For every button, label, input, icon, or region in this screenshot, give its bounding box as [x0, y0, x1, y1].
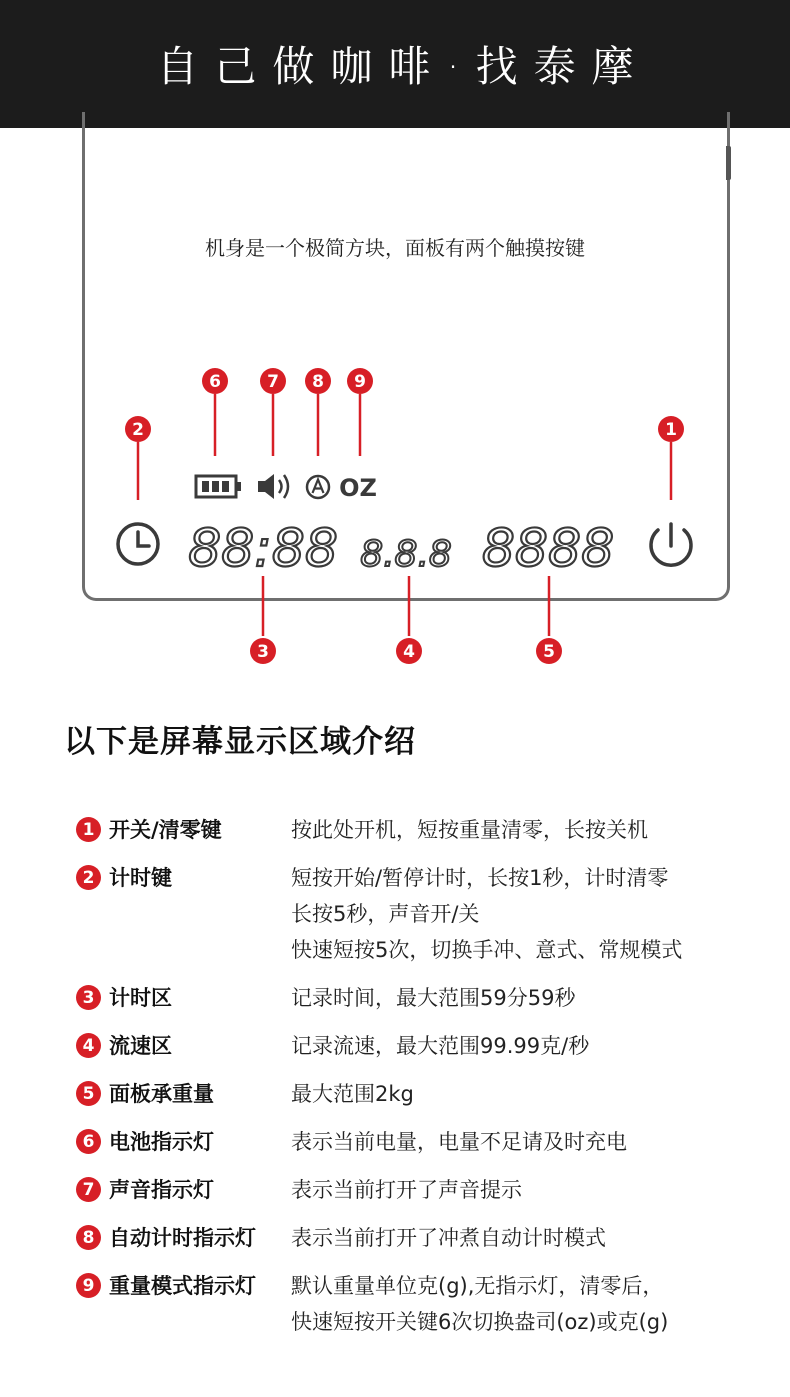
- legend-row: [76, 812, 776, 848]
- legend-row: [76, 1268, 776, 1340]
- legend-number: 7: [76, 1177, 101, 1202]
- legend-description-line: 按此处开机，短按重量清零，长按关机: [291, 818, 648, 842]
- legend-number: 4: [76, 1033, 101, 1058]
- callout-badge-4: [396, 638, 422, 664]
- lcd-display-diagram: [0, 360, 790, 670]
- callout-lines: [138, 394, 671, 636]
- callout-badge-6-label: 6: [209, 372, 221, 392]
- legend-description-line: 记录流速，最大范围99.99克/秒: [291, 1034, 590, 1058]
- power-button-icon[interactable]: [651, 524, 691, 565]
- legend-description-line: 最大范围2kg: [291, 1082, 414, 1106]
- banner-title: 自己做咖啡·找泰摩: [156, 42, 650, 91]
- legend-row: [76, 1172, 776, 1208]
- legend-description-line: 记录时间，最大范围59分59秒: [291, 986, 576, 1010]
- legend-label: 自动计时指示灯: [109, 1226, 256, 1250]
- callout-badge-2-label: 2: [132, 420, 144, 440]
- legend-description-line: 快速短按开关键6次切换盎司(oz)或克(g): [291, 1310, 669, 1334]
- legend-number: 9: [76, 1273, 101, 1298]
- legend-label: 电池指示灯: [109, 1130, 214, 1154]
- legend-description: [291, 1028, 776, 1064]
- legend-description-line: 默认重量单位克(g),无指示灯，清零后，: [291, 1274, 664, 1298]
- legend-label: 计时区: [109, 986, 172, 1010]
- legend-description: [291, 812, 776, 848]
- legend-number: 3: [76, 985, 101, 1010]
- legend-label: 重量模式指示灯: [109, 1274, 256, 1298]
- callout-badge-7: [260, 368, 286, 394]
- legend-label: 流速区: [109, 1034, 172, 1058]
- legend-description-line: 表示当前打开了声音提示: [291, 1178, 522, 1202]
- legend-row: [76, 860, 776, 968]
- legend-row: [76, 1028, 776, 1064]
- callout-badge-5-label: 5: [543, 642, 555, 662]
- legend-number: 1: [76, 817, 101, 842]
- callout-badge-6: [202, 368, 228, 394]
- callout-badge-1-label: 1: [665, 420, 677, 440]
- callout-badge-3-label: 3: [257, 642, 269, 662]
- battery-icon: [196, 476, 241, 497]
- legend-description: [291, 860, 776, 968]
- device-caption: 机身是一个极简方块，面板有两个触摸按键: [205, 236, 585, 260]
- callout-badge-1: [658, 416, 684, 442]
- callout-badge-9-label: 9: [354, 372, 366, 392]
- device-side-button: [726, 146, 731, 180]
- legend-description-line: 长按5秒，声音开/关: [291, 902, 480, 926]
- callout-badge-3: [250, 638, 276, 664]
- callout-badge-2: [125, 416, 151, 442]
- callout-badge-9: [347, 368, 373, 394]
- legend-description: [291, 1172, 776, 1208]
- oz-indicator: OZ: [339, 474, 377, 502]
- speaker-icon: [258, 474, 288, 499]
- legend-label: 计时键: [109, 866, 172, 890]
- timer-digits: 88:88: [188, 519, 338, 579]
- auto-timer-icon: [307, 476, 329, 498]
- flow-digits: 8.8.8: [360, 534, 452, 575]
- legend-list: [76, 812, 776, 1352]
- legend-row: [76, 980, 776, 1016]
- legend-description: [291, 1220, 776, 1256]
- callout-badge-8: [305, 368, 331, 394]
- top-banner: [0, 0, 790, 128]
- legend-description: [291, 980, 776, 1016]
- callout-badge-7-label: 7: [267, 372, 279, 392]
- legend-number: 8: [76, 1225, 101, 1250]
- callout-badges: [125, 368, 684, 664]
- legend-label: 开关/清零键: [109, 818, 222, 842]
- legend-label: 声音指示灯: [109, 1178, 214, 1202]
- legend-description-line: 短按开始/暂停计时，长按1秒，计时清零: [291, 866, 669, 890]
- legend-row: [76, 1124, 776, 1160]
- legend-description-line: 表示当前电量，电量不足请及时充电: [291, 1130, 627, 1154]
- legend-description-line: 表示当前打开了冲煮自动计时模式: [291, 1226, 606, 1250]
- callout-badge-4-label: 4: [403, 642, 415, 662]
- legend-description-line: 快速短按5次，切换手冲、意式、常规模式: [291, 938, 683, 962]
- legend-description: [291, 1076, 776, 1112]
- weight-digits: 8888: [481, 519, 615, 579]
- callout-badge-5: [536, 638, 562, 664]
- legend-row: [76, 1076, 776, 1112]
- legend-number: 2: [76, 865, 101, 890]
- callout-badge-8-label: 8: [312, 372, 324, 392]
- legend-row: [76, 1220, 776, 1256]
- legend-description: [291, 1124, 776, 1160]
- section-heading: 以下是屏幕显示区域介绍: [64, 724, 416, 760]
- legend-label: 面板承重量: [109, 1082, 214, 1106]
- timer-button-icon[interactable]: [118, 524, 158, 564]
- legend-description: [291, 1268, 776, 1340]
- legend-number: 5: [76, 1081, 101, 1106]
- legend-number: 6: [76, 1129, 101, 1154]
